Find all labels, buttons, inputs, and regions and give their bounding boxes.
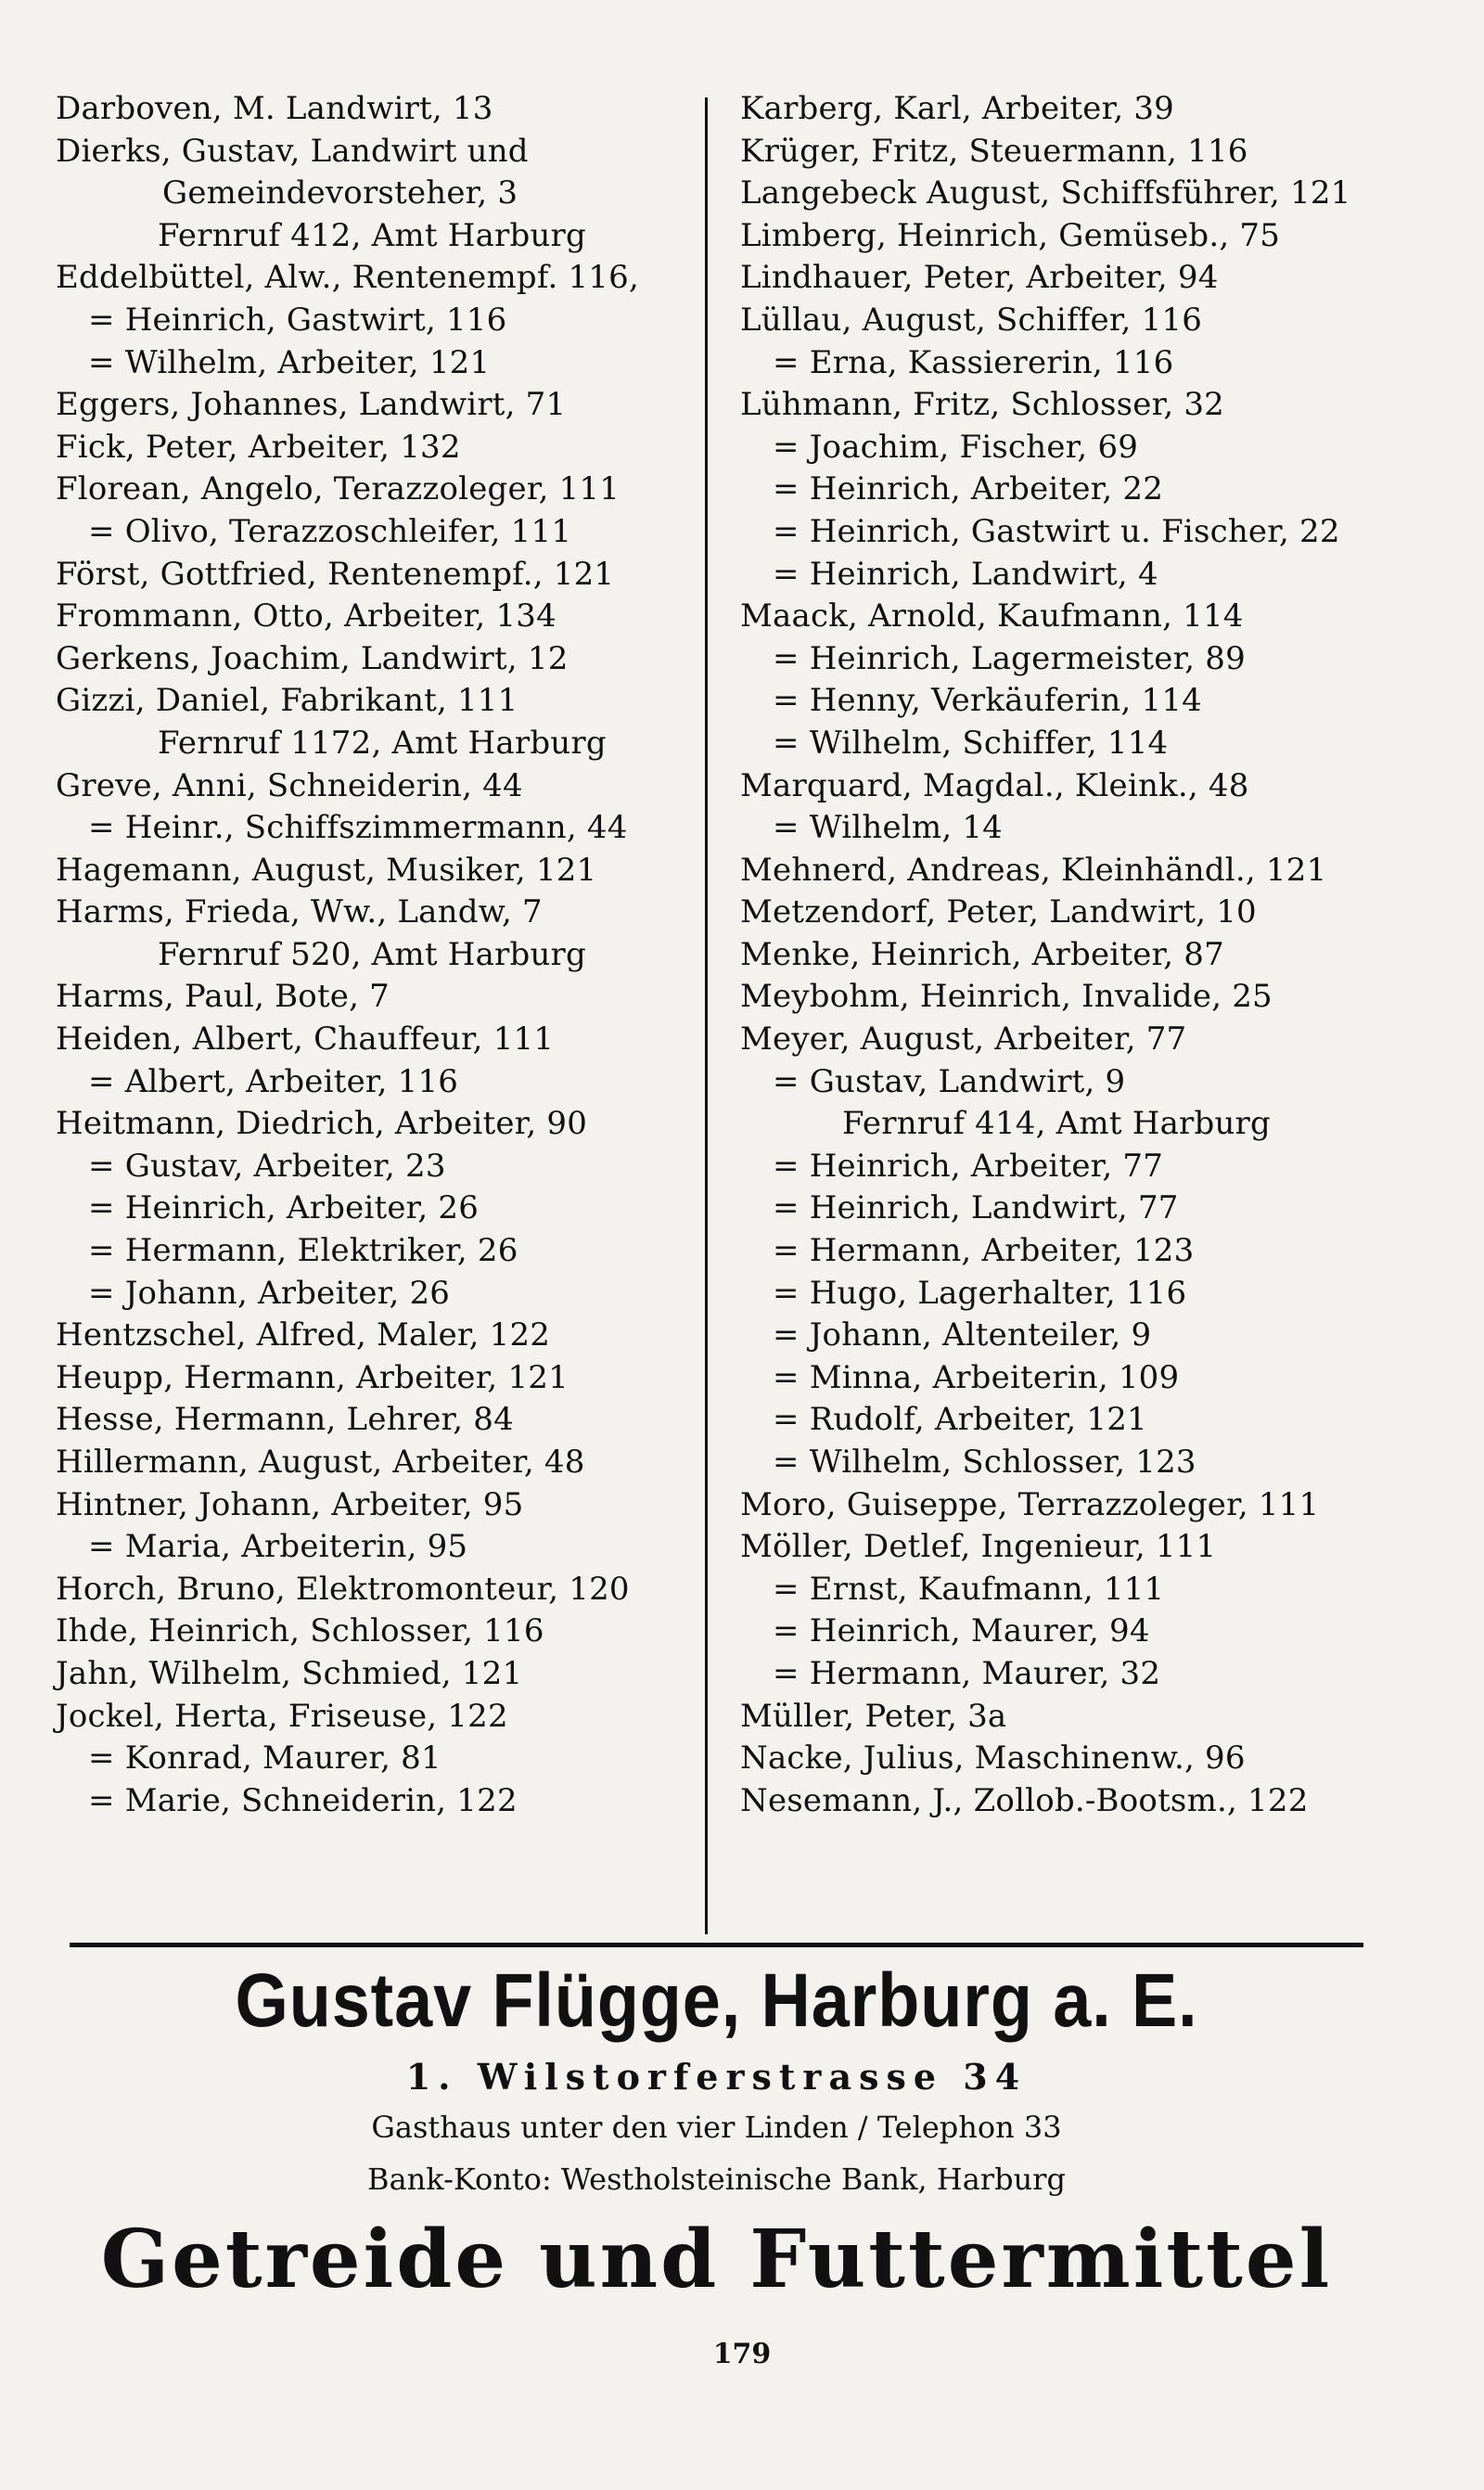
directory-entry: Först, Gottfried, Rentenempf., 121 (56, 555, 615, 593)
directory-entry: Heupp, Hermann, Arbeiter, 121 (56, 1358, 569, 1396)
left-column (56, 88, 686, 1822)
directory-entry: = Heinrich, Landwirt, 4 (773, 555, 1158, 593)
directory-entry: Möller, Detlef, Ingenieur, 111 (740, 1528, 1217, 1566)
directory-entry: = Olivo, Terazzoschleifer, 111 (88, 512, 572, 550)
directory-entry: = Minna, Arbeiterin, 109 (773, 1358, 1180, 1396)
directory-entry: Gerkens, Joachim, Landwirt, 12 (56, 639, 569, 677)
directory-entry: Florean, Angelo, Terazzoleger, 111 (56, 470, 620, 508)
directory-entry: Gemeindevorsteher, 3 (162, 174, 518, 212)
directory-entry: Hentzschel, Alfred, Maler, 122 (56, 1316, 551, 1354)
directory-entry: Limberg, Heinrich, Gemüseb., 75 (740, 216, 1281, 254)
directory-entry: = Heinrich, Lagermeister, 89 (773, 639, 1246, 677)
directory-entry: Menke, Heinrich, Arbeiter, 87 (740, 935, 1224, 973)
directory-entry: = Rudolf, Arbeiter, 121 (773, 1401, 1147, 1439)
directory-entry: Harms, Frieda, Ww., Landw, 7 (56, 893, 543, 931)
directory-entry: = Hugo, Lagerhalter, 116 (773, 1274, 1187, 1312)
directory-entry: = Ernst, Kaufmann, 111 (773, 1570, 1165, 1608)
directory-entry: Horch, Bruno, Elektromonteur, 120 (56, 1570, 630, 1608)
directory-entry: = Maria, Arbeiterin, 95 (88, 1528, 468, 1566)
directory-entry: Müller, Peter, 3a (740, 1697, 1007, 1735)
directory-entry: Gizzi, Daniel, Fabrikant, 111 (56, 682, 518, 720)
directory-entry: Maack, Arnold, Kaufmann, 114 (740, 597, 1244, 635)
directory-entry: Hintner, Johann, Arbeiter, 95 (56, 1485, 524, 1523)
directory-entry: Fernruf 1172, Amt Harburg (158, 724, 607, 762)
directory-entry: Jahn, Wilhelm, Schmied, 121 (56, 1654, 523, 1692)
ad-contact-line: Gasthaus unter den vier Linden / Telephon 33 (371, 2110, 1062, 2145)
right-column (740, 88, 1389, 1822)
directory-entry: Lüllau, August, Schiffer, 116 (740, 301, 1203, 339)
directory-entry: Frommann, Otto, Arbeiter, 134 (56, 597, 556, 635)
directory-columns (56, 88, 1373, 1934)
directory-entry: = Wilhelm, Schiffer, 114 (773, 724, 1169, 762)
directory-entry: Lindhauer, Peter, Arbeiter, 94 (740, 259, 1219, 297)
column-divider (705, 97, 708, 1934)
directory-entry: = Gustav, Landwirt, 9 (773, 1062, 1126, 1100)
directory-entry: Ihde, Heinrich, Schlosser, 116 (56, 1612, 544, 1650)
directory-entry: Marquard, Magdal., Kleink., 48 (740, 766, 1249, 804)
directory-entry: Fernruf 520, Amt Harburg (158, 935, 586, 973)
directory-entry: Moro, Guiseppe, Terrazzoleger, 111 (740, 1485, 1320, 1523)
page-number: 179 (712, 2338, 772, 2370)
directory-entry: = Albert, Arbeiter, 116 (88, 1062, 459, 1100)
directory-entry: Mehnerd, Andreas, Kleinhändl., 121 (740, 851, 1327, 889)
directory-entry: Krüger, Fritz, Steuermann, 116 (740, 132, 1248, 170)
ad-goods: Getreide und Futtermittel (100, 2213, 1333, 2306)
directory-entry: = Marie, Schneiderin, 122 (88, 1781, 518, 1819)
directory-entry: = Gustav, Arbeiter, 23 (88, 1147, 446, 1185)
directory-entry: Nacke, Julius, Maschinenw., 96 (740, 1739, 1246, 1778)
directory-entry: Greve, Anni, Schneiderin, 44 (56, 766, 523, 804)
ad-address: 1. Wilstorferstrasse 34 (405, 2056, 1028, 2098)
ad-title: Gustav Flügge, Harburg a. E. (235, 1958, 1198, 2043)
directory-entry: Jockel, Herta, Friseuse, 122 (56, 1697, 508, 1735)
directory-entry: = Wilhelm, Schlosser, 123 (773, 1444, 1196, 1481)
directory-entry: Eggers, Johannes, Landwirt, 71 (56, 386, 567, 424)
directory-entry: Karberg, Karl, Arbeiter, 39 (740, 90, 1175, 127)
ad-bank-line: Bank-Konto: Westholsteinische Bank, Harburg (367, 2162, 1066, 2197)
directory-entry: Fernruf 414, Amt Harburg (842, 1105, 1271, 1143)
directory-entry: = Hermann, Elektriker, 26 (88, 1232, 518, 1270)
directory-entry: = Heinrich, Arbeiter, 26 (88, 1189, 480, 1227)
directory-entry: Hagemann, August, Musiker, 121 (56, 851, 597, 889)
directory-entry: = Hermann, Maurer, 32 (773, 1654, 1161, 1692)
directory-entry: = Heinr., Schiffszimmermann, 44 (88, 809, 628, 847)
directory-entry: = Joachim, Fischer, 69 (773, 428, 1139, 466)
directory-entry: = Henny, Verkäuferin, 114 (773, 682, 1202, 720)
directory-entry: = Heinrich, Gastwirt, 116 (88, 301, 507, 339)
directory-entry: = Erna, Kassiererin, 116 (773, 343, 1174, 381)
directory-entry: = Heinrich, Arbeiter, 22 (773, 470, 1164, 508)
directory-entry: Fernruf 412, Amt Harburg (158, 216, 586, 254)
directory-entry: Dierks, Gustav, Landwirt und (56, 132, 529, 170)
directory-entry: Langebeck August, Schiffsführer, 121 (740, 174, 1351, 212)
directory-entry: Hesse, Hermann, Lehrer, 84 (56, 1401, 514, 1439)
directory-entry: = Heinrich, Gastwirt u. Fischer, 22 (773, 512, 1340, 550)
directory-entry: Hillermann, August, Arbeiter, 48 (56, 1444, 585, 1481)
directory-entry: = Heinrich, Maurer, 94 (773, 1612, 1150, 1650)
ad-top-rule (70, 1943, 1363, 1947)
directory-entry: Meyer, August, Arbeiter, 77 (740, 1020, 1187, 1059)
directory-entry: = Johann, Arbeiter, 26 (88, 1274, 451, 1312)
directory-entry: = Johann, Altenteiler, 9 (773, 1316, 1152, 1354)
directory-entry: = Heinrich, Arbeiter, 77 (773, 1147, 1164, 1185)
directory-entry: Heiden, Albert, Chauffeur, 111 (56, 1020, 555, 1059)
directory-entry: Harms, Paul, Bote, 7 (56, 978, 390, 1016)
directory-entry: Meybohm, Heinrich, Invalide, 25 (740, 978, 1273, 1016)
directory-entry: = Konrad, Maurer, 81 (88, 1739, 441, 1778)
directory-entry: = Wilhelm, Arbeiter, 121 (88, 343, 491, 381)
directory-entry: Darboven, M. Landwirt, 13 (56, 90, 493, 127)
directory-entry: Lühmann, Fritz, Schlosser, 32 (740, 386, 1224, 424)
directory-entry: Nesemann, J., Zollob.-Bootsm., 122 (740, 1781, 1309, 1819)
directory-entry: Metzendorf, Peter, Landwirt, 10 (740, 893, 1257, 931)
directory-entry: = Hermann, Arbeiter, 123 (773, 1232, 1195, 1270)
directory-entry: = Wilhelm, 14 (773, 809, 1004, 847)
directory-entry: Fick, Peter, Arbeiter, 132 (56, 428, 461, 466)
directory-entry: = Heinrich, Landwirt, 77 (773, 1189, 1179, 1227)
directory-entry: Eddelbüttel, Alw., Rentenempf. 116, (56, 259, 639, 297)
directory-entry: Heitmann, Diedrich, Arbeiter, 90 (56, 1105, 588, 1143)
